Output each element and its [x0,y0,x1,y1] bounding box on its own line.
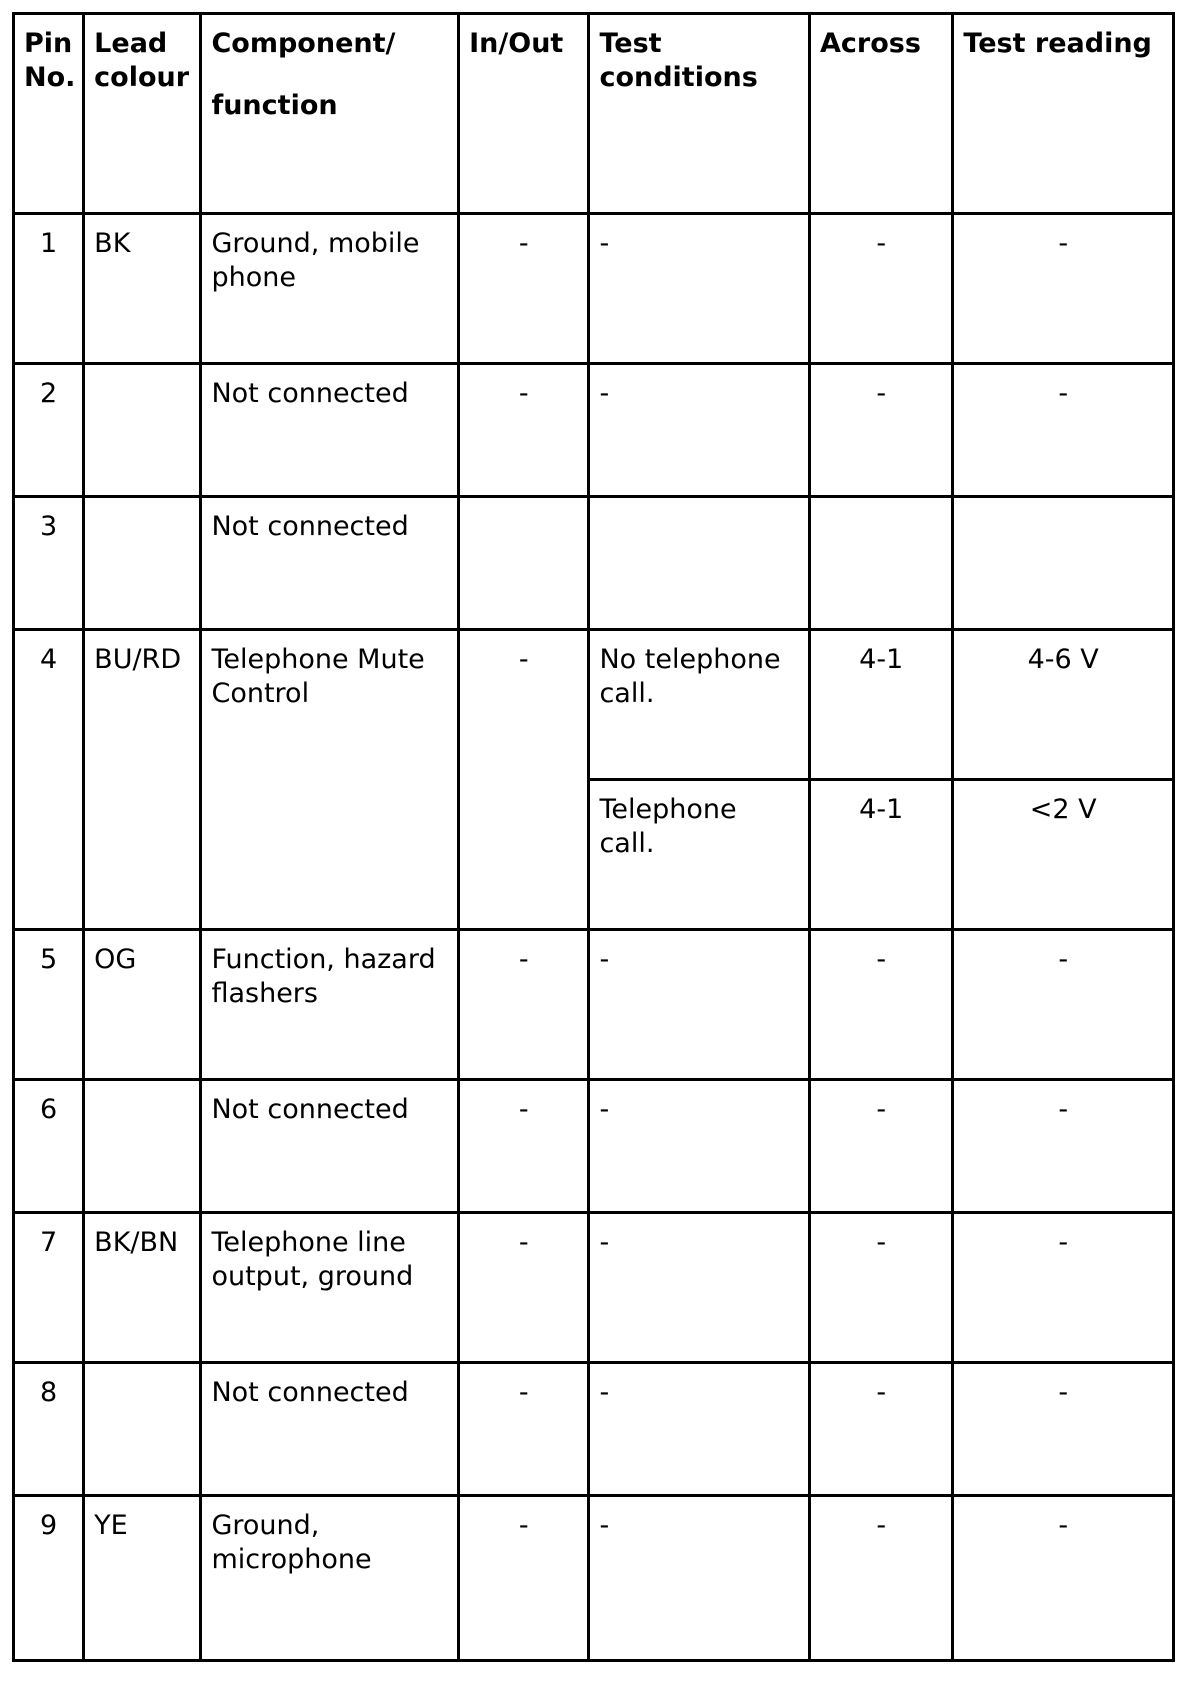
cell-in-out: - [459,1363,589,1496]
cell-conditions: Telephone call. [589,780,810,930]
cell-reading: - [953,1080,1174,1213]
cell-lead [84,364,201,497]
table-row [14,1213,1174,1363]
cell-pin: 6 [14,1080,84,1213]
cell-pin: 3 [14,497,84,630]
cell-reading: <2 V [953,780,1174,930]
cell-lead [84,1080,201,1213]
cell-across: - [810,364,953,497]
header-test-reading: Test reading [953,14,1174,214]
cell-lead [84,1363,201,1496]
cell-lead: BK/BN [84,1213,201,1363]
cell-reading: - [953,1213,1174,1363]
cell-conditions: - [589,214,810,364]
table-row [14,1496,1174,1661]
cell-component: Ground, mobile phone [201,214,459,364]
cell-component: Not connected [201,497,459,630]
cell-across: 4-1 [810,780,953,930]
cell-lead: YE [84,1496,201,1661]
cell-component: Telephone Mute Control [201,630,459,930]
cell-conditions: - [589,1496,810,1661]
cell-pin: 7 [14,1213,84,1363]
cell-conditions: - [589,930,810,1080]
cell-lead: BU/RD [84,630,201,930]
cell-across: - [810,214,953,364]
header-across: Across [810,14,953,214]
cell-component: Function, hazard flashers [201,930,459,1080]
cell-reading: 4-6 V [953,630,1174,780]
table-row [14,1080,1174,1213]
cell-lead: OG [84,930,201,1080]
cell-conditions: - [589,1213,810,1363]
cell-reading: - [953,214,1174,364]
cell-in-out [459,497,589,630]
cell-conditions [589,497,810,630]
cell-pin: 4 [14,630,84,930]
cell-component: Telephone line output, ground [201,1213,459,1363]
header-row [14,14,1174,214]
table-row [14,630,1174,780]
cell-lead [84,497,201,630]
cell-across: 4-1 [810,630,953,780]
cell-conditions: No telephone call. [589,630,810,780]
cell-across: - [810,1080,953,1213]
cell-pin: 5 [14,930,84,1080]
cell-in-out: - [459,214,589,364]
cell-reading [953,497,1174,630]
cell-across: - [810,1496,953,1661]
cell-lead: BK [84,214,201,364]
cell-reading: - [953,1363,1174,1496]
table-row [14,1363,1174,1496]
header-component [201,14,459,214]
table-row [14,214,1174,364]
cell-in-out: - [459,1080,589,1213]
cell-across: - [810,930,953,1080]
pin-table [12,12,1175,1662]
table-row [14,497,1174,630]
cell-pin: 9 [14,1496,84,1661]
cell-conditions: - [589,364,810,497]
cell-reading: - [953,364,1174,497]
cell-component: Ground, microphone [201,1496,459,1661]
cell-across: - [810,1213,953,1363]
header-in-out: In/Out [459,14,589,214]
header-test-conditions: Test conditions [589,14,810,214]
header-pin-no: Pin No. [14,14,84,214]
header-component-line2: function [211,90,338,121]
cell-across: - [810,1363,953,1496]
cell-across [810,497,953,630]
cell-in-out: - [459,630,589,930]
cell-component: Not connected [201,364,459,497]
table-row [14,930,1174,1080]
cell-pin: 1 [14,214,84,364]
cell-component: Not connected [201,1080,459,1213]
cell-in-out: - [459,364,589,497]
cell-component: Not connected [201,1363,459,1496]
cell-reading: - [953,930,1174,1080]
cell-pin: 2 [14,364,84,497]
table-row [14,364,1174,497]
cell-in-out: - [459,1213,589,1363]
cell-conditions: - [589,1363,810,1496]
cell-in-out: - [459,1496,589,1661]
cell-reading: - [953,1496,1174,1661]
cell-conditions: - [589,1080,810,1213]
cell-pin: 8 [14,1363,84,1496]
header-lead-colour: Lead colour [84,14,201,214]
header-component-line1: Component/ [211,28,396,59]
cell-in-out: - [459,930,589,1080]
